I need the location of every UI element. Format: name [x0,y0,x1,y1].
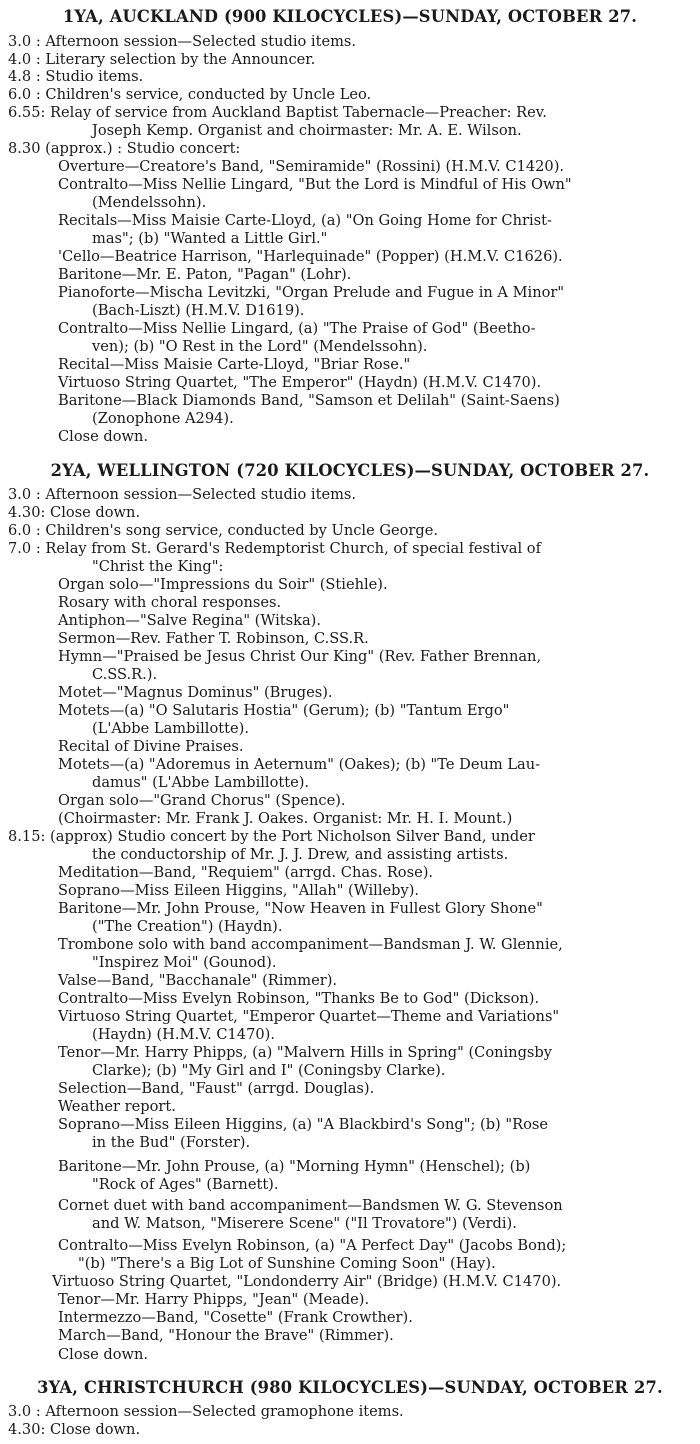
programme-line: Hymn—"Praised be Jesus Christ Our King" (Rev. Father Brennan, [58,648,542,665]
programme-line: (L'Abbe Lambillotte). [92,720,249,737]
programme-line: 4.8 : Studio items. [8,68,144,85]
programme-line: 6.0 : Children's service, conducted by Uncle Leo. [8,86,372,103]
programme-line: 8.30 (approx.) : Studio concert: [8,140,241,157]
programme-line: Close down. [58,1346,149,1363]
programme-line: (Haydn) (H.M.V. C1470). [92,1026,275,1043]
programme-line: ven); (b) "O Rest in the Lord" (Mendelssohn). [92,338,428,355]
section-heading-3ya: 3YA, CHRISTCHURCH (980 KILOCYCLES)—SUNDAY, OCTOBER 27. [37,1378,663,1397]
programme-line: Virtuoso String Quartet, "Londonderry Air" (Bridge) (H.M.V. C1470). [52,1273,562,1290]
programme-line: 3.0 : Afternoon session—Selected studio items. [8,33,357,50]
section-heading-1ya: 1YA, AUCKLAND (900 KILOCYCLES)—SUNDAY, OCTOBER 27. [62,7,638,26]
programme-line: Pianoforte—Mischa Levitzki, "Organ Prelude and Fugue in A Minor" [58,284,565,301]
programme-line: Valse—Band, "Bacchanale" (Rimmer). [58,972,338,989]
programme-line: "(b) "There's a Big Lot of Sunshine Coming Soon" (Hay). [78,1255,496,1272]
programme-line: Meditation—Band, "Requiem" (arrgd. Chas. Rose). [58,864,434,881]
programme-line: damus" (L'Abbe Lambillotte). [92,774,310,791]
programme-line: the conductorship of Mr. J. J. Drew, and assisting artists. [92,846,509,863]
programme-line: 6.55: Relay of service from Auckland Baptist Tabernacle—Preacher: Rev. [8,104,547,121]
programme-line: Antiphon—"Salve Regina" (Witska). [58,612,322,629]
programme-line: Overture—Creatore's Band, "Semiramide" (Rossini) (H.M.V. C1420). [58,158,565,175]
programme-line: 8.15: (approx) Studio concert by the Port Nicholson Silver Band, under [8,828,535,845]
programme-line: Tenor—Mr. Harry Phipps, "Jean" (Meade). [58,1291,370,1308]
programme-line: Joseph Kemp. Organist and choirmaster: Mr. A. E. Wilson. [92,122,522,139]
programme-line: (Mendelssohn). [92,194,207,211]
programme-line: March—Band, "Honour the Brave" (Rimmer). [58,1327,394,1344]
programme-line: Virtuoso String Quartet, "The Emperor" (Haydn) (H.M.V. C1470). [58,374,542,391]
programme-line: "Inspirez Moi" (Gounod). [92,954,277,971]
programme-line: Baritone—Black Diamonds Band, "Samson et Delilah" (Saint-Saens) [58,392,560,409]
section-heading-2ya: 2YA, WELLINGTON (720 KILOCYCLES)—SUNDAY, OCTOBER 27. [50,461,650,480]
programme-line: Cornet duet with band accompaniment—Bandsmen W. G. Stevenson [58,1197,563,1214]
programme-line: Motets—(a) "Adoremus in Aeternum" (Oakes); (b) "Te Deum Lau- [58,756,541,773]
programme-line: 6.0 : Children's song service, conducted by Uncle George. [8,522,439,539]
programme-line: 4.0 : Literary selection by the Announcer. [8,51,316,68]
programme-line: Intermezzo—Band, "Cosette" (Frank Crowther). [58,1309,413,1326]
programme-line: (Zonophone A294). [92,410,234,427]
programme-line: "Christ the King": [92,558,224,575]
programme-line: Baritone—Mr. E. Paton, "Pagan" (Lohr). [58,266,352,283]
programme-line: Trombone solo with band accompaniment—Bandsman J. W. Glennie, [58,936,563,953]
programme-line: and W. Matson, "Miserere Scene" ("Il Trovatore") (Verdi). [92,1215,517,1232]
programme-line: Contralto—Miss Nellie Lingard, "But the Lord is Mindful of His Own" [58,176,572,193]
programme-line: Motet—"Magnus Dominus" (Bruges). [58,684,333,701]
programme-line: C.SS.R.). [92,666,158,683]
programme-line: 3.0 : Afternoon session—Selected studio items. [8,486,357,503]
programme-line: Recitals—Miss Maisie Carte-Lloyd, (a) "On Going Home for Christ- [58,212,552,229]
programme-line: Close down. [58,428,149,445]
programme-line: Sermon—Rev. Father T. Robinson, C.SS.R. [58,630,369,647]
programme-line: Baritone—Mr. John Prouse, (a) "Morning Hymn" (Henschel); (b) [58,1158,531,1175]
programme-line: Contralto—Miss Evelyn Robinson, "Thanks Be to God" (Dickson). [58,990,540,1007]
programme-line: Recital of Divine Praises. [58,738,244,755]
programme-line: mas"; (b) "Wanted a Little Girl." [92,230,328,247]
programme-line: Soprano—Miss Eileen Higgins, (a) "A Blackbird's Song"; (b) "Rose [58,1116,548,1133]
programme-line: Contralto—Miss Evelyn Robinson, (a) "A Perfect Day" (Jacobs Bond); [58,1237,567,1254]
programme-line: Recital—Miss Maisie Carte-Lloyd, "Briar Rose." [58,356,411,373]
programme-line: Contralto—Miss Nellie Lingard, (a) "The Praise of God" (Beetho- [58,320,536,337]
programme-line: Rosary with choral responses. [58,594,282,611]
programme-line: 'Cello—Beatrice Harrison, "Harlequinade" (Popper) (H.M.V. C1626). [58,248,563,265]
programme-line: 4.30: Close down. [8,504,141,521]
programme-line: Organ solo—"Impressions du Soir" (Stiehle). [58,576,388,593]
programme-line: Baritone—Mr. John Prouse, "Now Heaven in Fullest Glory Shone" [58,900,543,917]
programme-line: Clarke); (b) "My Girl and I" (Coningsby Clarke). [92,1062,446,1079]
programme-line: (Bach-Liszt) (H.M.V. D1619). [92,302,305,319]
programme-line: 4.30: Close down. [8,1421,141,1438]
programme-line: 7.0 : Relay from St. Gerard's Redemptorist Church, of special festival of [8,540,541,557]
programme-line: Virtuoso String Quartet, "Emperor Quartet—Theme and Variations" [58,1008,560,1025]
programme-line: Weather report. [58,1098,176,1115]
programme-line: 3.0 : Afternoon session—Selected gramophone items. [8,1403,404,1420]
programme-line: Tenor—Mr. Harry Phipps, (a) "Malvern Hills in Spring" (Coningsby [58,1044,552,1061]
programme-line: ("The Creation") (Haydn). [92,918,283,935]
programme-line: (Choirmaster: Mr. Frank J. Oakes. Organist: Mr. H. I. Mount.) [58,810,513,827]
programme-line: Soprano—Miss Eileen Higgins, "Allah" (Willeby). [58,882,420,899]
programme-line: Selection—Band, "Faust" (arrgd. Douglas). [58,1080,375,1097]
programme-line: "Rock of Ages" (Barnett). [92,1176,279,1193]
programme-line: in the Bud" (Forster). [92,1134,251,1151]
programme-line: Organ solo—"Grand Chorus" (Spence). [58,792,346,809]
programme-line: Motets—(a) "O Salutaris Hostia" (Gerum); (b) "Tantum Ergo" [58,702,510,719]
